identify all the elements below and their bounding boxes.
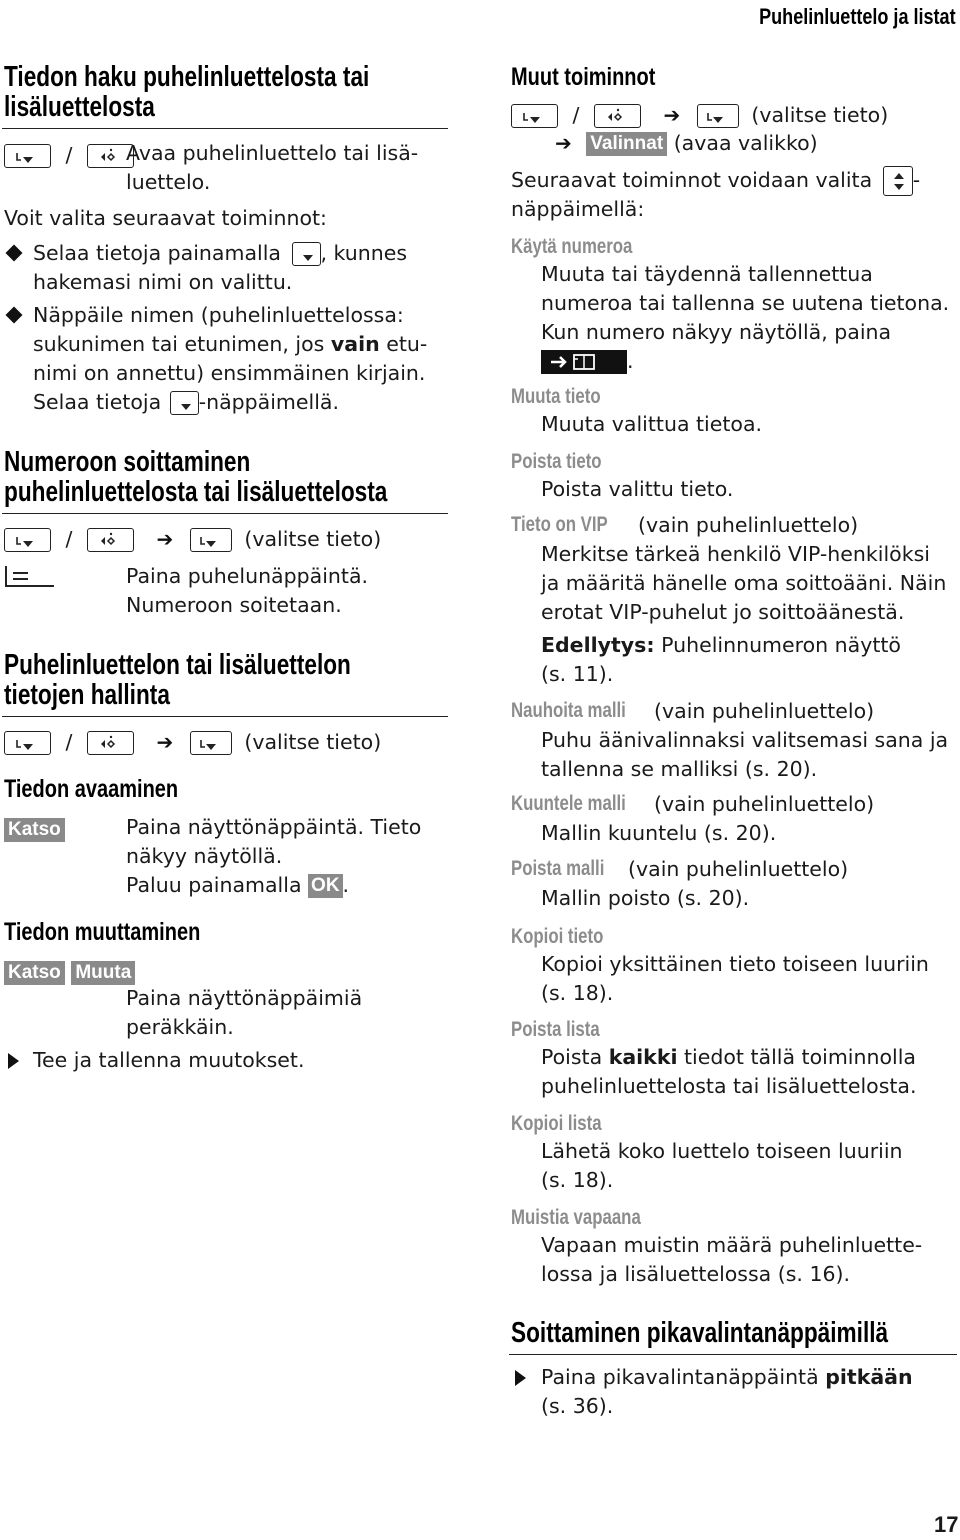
edit-softkey[interactable]: Muuta (71, 961, 135, 985)
option-delete-list[interactable]: Poista lista (511, 1018, 600, 1041)
arrow-right-icon: ➔ (156, 527, 174, 551)
search-keys-row: / (4, 141, 134, 170)
bullet-scroll: Selaa tietoja painamalla , kunnes (33, 241, 408, 265)
other-intro: Seuraavat toiminnot voidaan valita - (511, 166, 920, 196)
talk-key-icon (4, 563, 56, 597)
section-speed-dial-title: Soittaminen pikavalintanäppäimillä (511, 1317, 889, 1349)
option-copy-list[interactable]: Kopioi lista (511, 1112, 602, 1135)
manage-keys-row: / ➔ (valitse tieto) (4, 728, 381, 757)
view-instruction: Paina näyttönäppäintä. Tieto (126, 815, 422, 839)
section-manage-title: Puhelinluettelon tai lisäluettelon (4, 649, 351, 681)
arrow-right-icon: ➔ (156, 730, 174, 754)
other-keys-row: / ➔ (valitse tieto) (511, 101, 888, 130)
section-search-title-l2: lisäluettelosta (4, 91, 155, 123)
phonebook-down-key-icon (511, 104, 558, 128)
phonebook-down-key-icon (190, 731, 232, 755)
section-other-title: Muut toiminnot (511, 63, 656, 91)
options-softkey[interactable]: Valinnat (586, 132, 667, 156)
section-manage-title-l2: tietojen hallinta (4, 679, 170, 711)
section-call-title: Numeroon soittaminen (4, 446, 251, 478)
phonebook-down-key-icon (292, 242, 321, 266)
edit-instruction: Paina näyttönäppäimiä (126, 986, 363, 1010)
options-intro: Voit valita seuraavat toiminnot: (4, 206, 327, 230)
bullet-triangle-icon (8, 1053, 19, 1069)
phonebook-down-key-icon (170, 391, 199, 415)
divider (2, 716, 448, 717)
option-record-template[interactable]: Nauhoita malli (vain puhelinluettelo) (511, 699, 875, 723)
header-title: Puhelinluettelo ja listat (759, 4, 956, 29)
subheading-open: Tiedon avaaminen (4, 775, 179, 803)
list-nav-key-icon (594, 104, 641, 128)
phonebook-down-key-icon (697, 104, 739, 128)
copy-to-phonebook-softkey[interactable] (541, 350, 627, 374)
option-edit-entry[interactable]: Muuta tieto (511, 385, 601, 408)
ok-softkey[interactable]: OK (308, 874, 343, 898)
bullet-type-letter: Näppäile nimen (puhelinluettelossa: (33, 303, 404, 327)
phonebook-down-key-icon (4, 144, 51, 168)
options-row: ➔ Valinnat (avaa valikko) (555, 129, 818, 158)
divider (509, 1354, 957, 1355)
bullet-diamond-icon (6, 307, 23, 324)
phonebook-down-key-icon (4, 731, 51, 755)
arrow-right-icon: ➔ (555, 131, 572, 155)
subheading-edit: Tiedon muuttaminen (4, 918, 201, 946)
call-instruction: Paina puhelunäppäintä. (126, 564, 369, 588)
divider (2, 513, 448, 514)
up-down-key-icon (883, 166, 913, 196)
section-search-title: Tiedon haku puhelinluettelosta tai (4, 61, 370, 93)
view-softkey[interactable]: Katso (4, 961, 65, 985)
search-action-text: Avaa puhelinluettelo tai lisä- (126, 141, 419, 165)
option-vip[interactable]: Tieto on VIP (vain puhelinluettelo) (511, 513, 859, 537)
list-nav-key-icon (87, 528, 134, 552)
phonebook-down-key-icon (4, 528, 51, 552)
section-call-title-l2: puhelinluettelosta tai lisäluettelosta (4, 476, 388, 508)
list-nav-key-icon (87, 731, 134, 755)
bullet-diamond-icon (6, 245, 23, 262)
option-play-template[interactable]: Kuuntele malli (vain puhelinluettelo) (511, 792, 875, 816)
option-delete-entry[interactable]: Poista tieto (511, 450, 602, 473)
view-softkey[interactable]: Katso (4, 818, 65, 842)
speed-dial-instruction: Paina pikavalintanäppäintä pitkään (541, 1365, 913, 1389)
page-header (716, 2, 956, 32)
page-number: 17 (934, 1512, 959, 1537)
call-keys-row: / ➔ (valitse tieto) (4, 525, 381, 554)
divider (2, 128, 448, 129)
option-copy-entry[interactable]: Kopioi tieto (511, 925, 604, 948)
final-step: Tee ja tallenna muutokset. (33, 1048, 305, 1072)
option-delete-template[interactable]: Poista malli (vain puhelinluettelo) (511, 857, 849, 881)
option-free-memory[interactable]: Muistia vapaana (511, 1206, 641, 1229)
arrow-right-icon: ➔ (663, 103, 681, 127)
option-use-number[interactable]: Käytä numeroa (511, 235, 633, 258)
phonebook-down-key-icon (190, 528, 232, 552)
bullet-triangle-icon (515, 1370, 526, 1386)
